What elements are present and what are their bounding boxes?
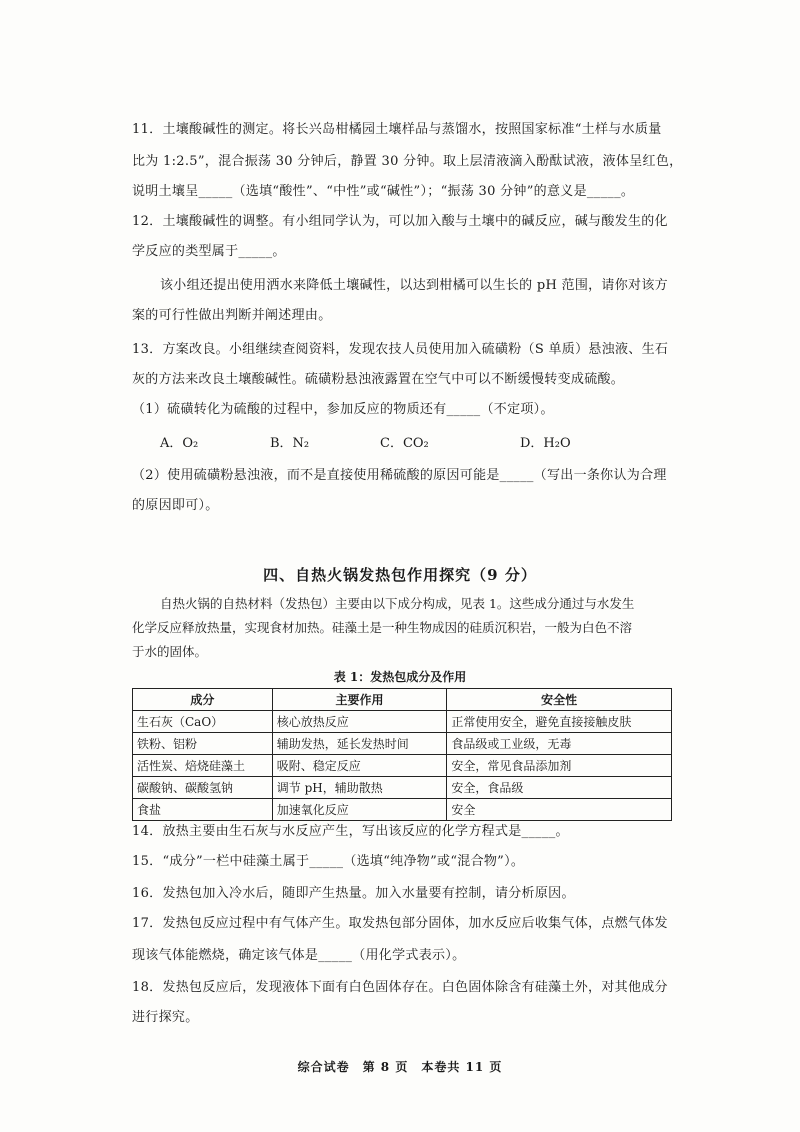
section-intro-line-2: 化学反应释放热量，实现食材加热。硅藻土是一种生物成因的硅质沉积岩，一般为白色不溶: [132, 620, 633, 635]
question-18-line-1: 18．发热包反应后，发现液体下面有白色固体存在。白色固体除含有硅藻土外，对其他成分: [132, 980, 668, 995]
question-15: 15．“成分”一栏中硅藻土属于_____（选填“纯净物”或“混合物”）。: [132, 854, 525, 869]
header-function: 主要作用: [272, 689, 447, 711]
question-11-line-2: 比为 1:2.5”，混合振荡 30 分钟后，静置 30 分钟。取上层清液滴入酚酞试液，液体呈红色，: [132, 154, 683, 169]
question-12-line-1: 12．土壤酸碱性的调整。有小组同学认为，可以加入酸与土壤中的碱反应，碱与酸发生的化: [132, 214, 668, 229]
question-13-sub-2-line-2: 的原因即可）。: [132, 498, 219, 513]
option-a: A．O₂: [160, 436, 199, 451]
table-row: [133, 711, 672, 733]
ingredients-table: [132, 688, 672, 821]
option-d: D．H₂O: [520, 436, 571, 451]
table-cell: 活性炭、焙烧硅藻土: [133, 755, 273, 777]
table-row: [133, 777, 672, 799]
question-11-line-1: 11．土壤酸碱性的测定。将长兴岛柑橘园土壤样品与蒸馏水，按照国家标准“土样与水质量: [132, 122, 662, 137]
question-13-line-2: 灰的方法来改良土壤酸碱性。硫磺粉悬浊液露置在空气中可以不断缓慢转变成硫酸。: [132, 372, 625, 387]
question-18-line-2: 进行探究。: [132, 1010, 199, 1025]
table-row: [133, 733, 672, 755]
section-title: 四、自热火锅发热包作用探究（9 分）: [263, 566, 537, 584]
table-header-row: [133, 689, 672, 711]
option-c: C．CO₂: [380, 436, 429, 451]
header-ingredient: 成分: [133, 689, 273, 711]
table-cell: 食盐: [133, 799, 273, 821]
table-cell: 辅助发热，延长发热时间: [272, 733, 447, 755]
question-12-para2-line-1: 该小组还提出使用洒水来降低土壤碱性，以达到柑橘可以生长的 pH 范围，请你对该方: [160, 278, 668, 293]
table-cell: 吸附、稳定反应: [272, 755, 447, 777]
table-cell: 安全，食品级: [447, 777, 672, 799]
question-16: 16．发热包加入冷水后，随即产生热量。加入水量要有控制，请分析原因。: [132, 886, 575, 901]
table-cell: 食品级或工业级，无毒: [447, 733, 672, 755]
table-cell: 安全: [447, 799, 672, 821]
table-cell: 加速氧化反应: [272, 799, 447, 821]
question-17-line-1: 17．发热包反应过程中有气体产生。取发热包部分固体，加水反应后收集气体，点燃气体发: [132, 916, 668, 931]
table-row: [133, 755, 672, 777]
table-cell: 碳酸钠、碳酸氢钠: [133, 777, 273, 799]
table-cell: 生石灰（CaO）: [133, 711, 273, 733]
option-b: B．N₂: [270, 436, 310, 451]
table-cell: 核心放热反应: [272, 711, 447, 733]
table-row: [133, 799, 672, 821]
header-safety: 安全性: [447, 689, 672, 711]
question-14: 14．放热主要由生石灰与水反应产生，写出该反应的化学方程式是_____。: [132, 824, 569, 839]
table-cell: 调节 pH，辅助散热: [272, 777, 447, 799]
table-cell: 铁粉、铝粉: [133, 733, 273, 755]
section-intro-line-3: 于水的固体。: [132, 644, 208, 659]
table-cell: 正常使用安全，避免直接接触皮肤: [447, 711, 672, 733]
question-17-line-2: 现该气体能燃烧，确定该气体是_____（用化学式表示）。: [132, 948, 466, 963]
question-11-line-3: 说明土壤呈_____（选填“酸性”、“中性”或“碱性”）；“振荡 30 分钟”的意义是_____。: [132, 184, 635, 199]
table-cell: 安全，常见食品添加剂: [447, 755, 672, 777]
page-footer: 综合试卷 第 8 页 本卷共 11 页: [297, 1060, 503, 1074]
section-intro-line-1: 自热火锅的自热材料（发热包）主要由以下成分构成，见表 1。这些成分通过与水发生: [160, 596, 635, 611]
question-13-sub-2-line-1: （2）使用硫磺粉悬浊液，而不是直接使用稀硫酸的原因可能是_____（写出一条你认为合理: [132, 468, 667, 483]
table-caption: 表 1：发热包成分及作用: [333, 670, 467, 684]
question-12-para2-line-2: 案的可行性做出判断并阐述理由。: [132, 308, 332, 323]
question-13-options: [160, 432, 571, 451]
question-13-line-1: 13．方案改良。小组继续查阅资料，发现农技人员使用加入硫磺粉（S 单质）悬浊液、生石: [132, 342, 669, 357]
question-12-line-2: 学反应的类型属于_____。: [132, 244, 286, 259]
question-13-sub-1: （1）硫磺转化为硫酸的过程中，参加反应的物质还有_____（不定项）。: [132, 402, 554, 417]
